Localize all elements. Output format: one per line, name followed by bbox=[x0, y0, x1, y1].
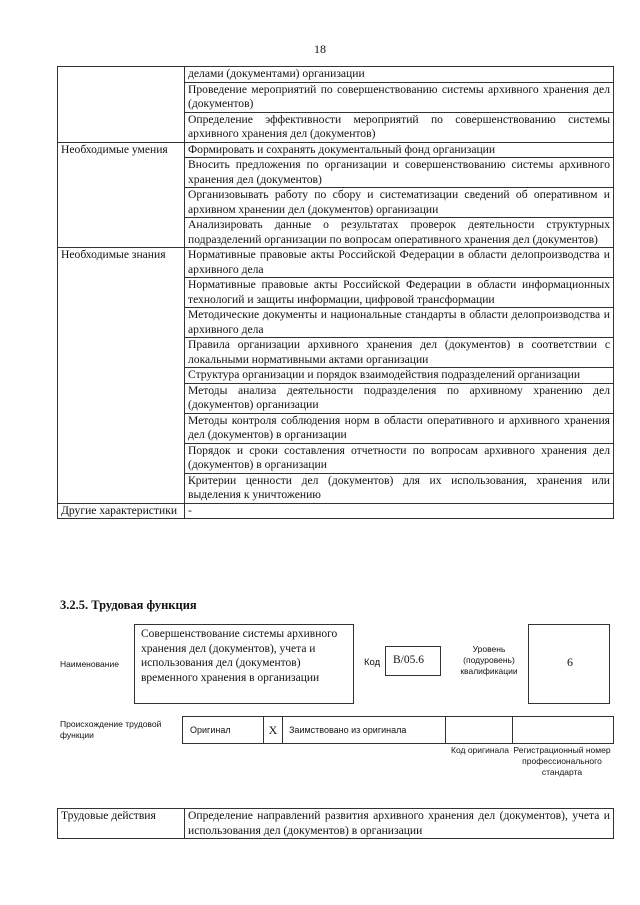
row-label bbox=[58, 67, 185, 143]
labor-actions-label: Трудовые действия bbox=[58, 809, 185, 839]
competency-table bbox=[57, 66, 614, 519]
table-cell: Нормативные правовые акты Российской Федерации в области информационных технологий и защиты информации, цифровой трансформации bbox=[185, 278, 614, 308]
code-value-box bbox=[385, 646, 441, 676]
level-value: 6 bbox=[567, 655, 573, 669]
table-cell: Критерии ценности дел (документов) для их использования, хранения или выделения к уничтожению bbox=[185, 473, 614, 503]
table-row bbox=[58, 67, 614, 83]
name-label: Наименование bbox=[60, 659, 119, 669]
row-label-knowledge: Необходимые знания bbox=[58, 248, 185, 504]
table-cell: Методы анализа деятельности подразделения по архивному хранению дел (документов) организации bbox=[185, 383, 614, 413]
table-cell: Формировать и сохранять документальный фонд организации bbox=[185, 142, 614, 158]
table-cell: Методические документы и национальные стандарты в области делопроизводства и архивного дела bbox=[185, 308, 614, 338]
table-cell: Нормативные правовые акты Российской Федерации в области делопроизводства и архивного дела bbox=[185, 248, 614, 278]
original-label: Оригинал bbox=[190, 725, 231, 735]
code-label: Код bbox=[364, 657, 381, 668]
page-number: 18 bbox=[314, 42, 326, 56]
table-row bbox=[58, 809, 614, 839]
original-code-box bbox=[445, 716, 513, 744]
original-box bbox=[182, 716, 264, 744]
original-mark: X bbox=[268, 723, 278, 737]
section-heading: 3.2.5. Трудовая функция bbox=[60, 598, 197, 612]
table-cell: Правила организации архивного хранения дел (документов) в соответствии с локальными нормативными актами организации bbox=[185, 338, 614, 368]
table-cell: Порядок и сроки составления отчетности по вопросам архивного хранения дел (документов) в организации bbox=[185, 443, 614, 473]
borrowed-label: Заимствовано из оригинала bbox=[289, 725, 407, 735]
name-value: Совершенствование системы архивного хранения дел (документов), учета и использования дел (документов) временного хранения в организации bbox=[141, 628, 338, 684]
table-cell: Определение эффективности мероприятий по совершенствованию системы архивного хранения дел (документов) bbox=[185, 112, 614, 142]
table-cell: Проведение мероприятий по совершенствованию системы архивного хранения дел (документов) bbox=[185, 82, 614, 112]
reg-number-box bbox=[512, 716, 614, 744]
row-label-skills: Необходимые умения bbox=[58, 142, 185, 248]
labor-actions-text: Определение направлений развития архивного хранения дел (документов), учета и использования дел (документов) в организации bbox=[185, 809, 614, 839]
table-cell: Методы контроля соблюдения норм в области оперативного и архивного хранения дел (документов) в организации bbox=[185, 413, 614, 443]
table-cell: Организовывать работу по сбору и систематизации сведений об оперативном и архивном хранении дел (документов) организации bbox=[185, 188, 614, 218]
origin-label: Происхождение трудовой функции bbox=[60, 719, 162, 740]
level-value-box bbox=[528, 624, 610, 704]
row-label-other: Другие характеристики bbox=[58, 503, 185, 519]
table-cell: Вносить предложения по организации и совершенствованию системы архивного хранения дел (документов) bbox=[185, 158, 614, 188]
borrowed-box bbox=[282, 716, 446, 744]
name-value-box bbox=[134, 624, 354, 704]
table-row bbox=[58, 142, 614, 158]
table-row bbox=[58, 503, 614, 519]
code-value: B/05.6 bbox=[393, 654, 424, 666]
level-label: Уровень (подуровень) квалификации bbox=[460, 644, 518, 676]
original-mark-box bbox=[263, 716, 283, 744]
code-caption: Код оригинала bbox=[451, 745, 509, 755]
table-row bbox=[58, 248, 614, 278]
table-cell: делами (документами) организации bbox=[185, 67, 614, 83]
table-cell: Анализировать данные о результатах проверок деятельности структурных подразделений организации по вопросам оперативного хранения дел (документов) bbox=[185, 218, 614, 248]
table-cell: - bbox=[185, 503, 614, 519]
table-cell: Структура организации и порядок взаимодействия подразделений организации bbox=[185, 368, 614, 384]
labor-actions-table bbox=[57, 808, 614, 839]
reg-caption: Регистрационный номер профессионального стандарта bbox=[513, 745, 611, 777]
